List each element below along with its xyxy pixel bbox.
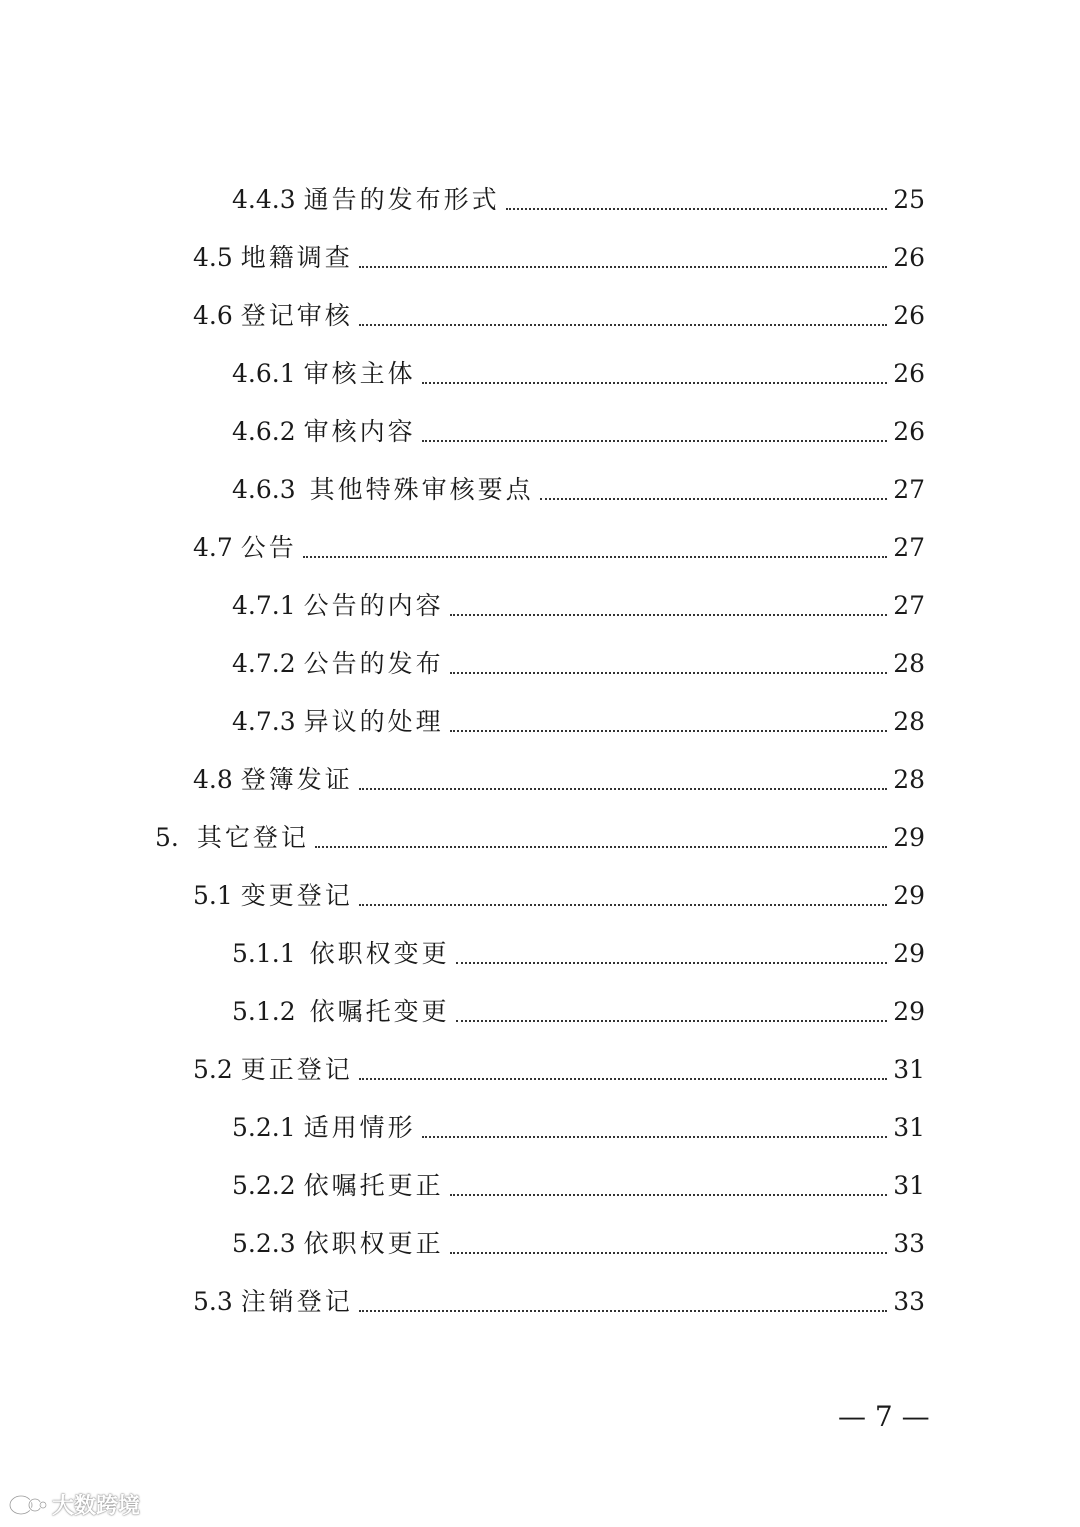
- toc-entry-page: 26: [893, 417, 925, 446]
- toc-entry-title: 审核内容: [303, 417, 416, 446]
- toc-entry[interactable]: [232, 1162, 925, 1202]
- toc-entry-title: 地籍调查: [240, 243, 353, 272]
- toc-entry-title: 依嘱托更正: [303, 1171, 444, 1200]
- toc-entry[interactable]: [193, 234, 925, 274]
- toc-entry-title: 登簿发证: [240, 765, 353, 794]
- page-number: — 7 —: [838, 1400, 930, 1433]
- toc-entry-number: 4.7.2: [232, 649, 296, 678]
- dot-leader: [359, 788, 887, 790]
- toc-entry-page: 28: [893, 707, 925, 736]
- toc-entry[interactable]: [232, 466, 925, 506]
- toc-entry-page: 29: [893, 997, 925, 1026]
- toc-entry-page: 27: [893, 591, 925, 620]
- toc-entry-number: 4.7.1: [232, 591, 296, 620]
- toc-entry-page: 29: [893, 939, 925, 968]
- dot-leader: [303, 556, 887, 558]
- toc-entry[interactable]: [193, 872, 925, 912]
- toc-entry-number: 4.6.1: [232, 359, 296, 388]
- toc-entry-number: 4.8: [193, 765, 233, 794]
- dot-leader: [456, 962, 887, 964]
- toc-entry-number: 5.2.1: [232, 1113, 296, 1142]
- toc-entry-title: 注销登记: [240, 1287, 353, 1316]
- toc-entry-number: 4.7.3: [232, 707, 296, 736]
- toc-entry-title: 变更登记: [240, 881, 353, 910]
- toc-entry[interactable]: [232, 1220, 925, 1260]
- dot-leader: [450, 1252, 887, 1254]
- dot-leader: [359, 324, 887, 326]
- watermark: [8, 1489, 140, 1520]
- toc-entry-title: 公告的内容: [303, 591, 444, 620]
- toc-entry-number: 5.2.2: [232, 1171, 296, 1200]
- toc-entry-number: 4.6: [193, 301, 233, 330]
- dot-leader: [422, 1136, 887, 1138]
- toc-entry-title: 依嘱托变更: [309, 997, 450, 1026]
- toc-entry-page: 31: [893, 1055, 925, 1084]
- toc-entry-page: 29: [893, 881, 925, 910]
- dot-leader: [422, 440, 887, 442]
- toc-entry-page: 27: [893, 475, 925, 504]
- toc-entry-title: 其它登记: [196, 823, 309, 852]
- toc-entry-page: 31: [893, 1171, 925, 1200]
- toc-entry[interactable]: [232, 988, 925, 1028]
- toc-entry-title: 登记审核: [240, 301, 353, 330]
- toc-entry[interactable]: [232, 640, 925, 680]
- toc-entry[interactable]: [193, 292, 925, 332]
- toc-entry[interactable]: [232, 408, 925, 448]
- toc-entry-number: 5.1: [193, 881, 233, 910]
- dot-leader: [315, 846, 887, 848]
- dot-leader: [456, 1020, 887, 1022]
- toc-entry-number: 4.5: [193, 243, 233, 272]
- toc-entry-title: 公告: [240, 533, 297, 562]
- toc-entry-title: 其他特殊审核要点: [309, 475, 534, 504]
- toc-entry-number: 4.6.2: [232, 417, 296, 446]
- toc-entry-page: 33: [893, 1287, 925, 1316]
- toc-entry-number: 4.6.3: [232, 475, 296, 504]
- toc-entry[interactable]: [232, 582, 925, 622]
- toc-entry-number: 5.1.1: [232, 939, 296, 968]
- toc-entry-number: 5.2.3: [232, 1229, 296, 1258]
- toc-entry-number: 4.7: [193, 533, 233, 562]
- toc-entry[interactable]: [193, 1278, 925, 1318]
- toc-entry-page: 31: [893, 1113, 925, 1142]
- toc-entry[interactable]: [193, 756, 925, 796]
- dot-leader: [422, 382, 887, 384]
- dot-leader: [450, 730, 887, 732]
- toc-entry-page: 27: [893, 533, 925, 562]
- toc-entry-title: 审核主体: [303, 359, 416, 388]
- dot-leader: [506, 208, 887, 210]
- eye-logo-icon: [8, 1492, 48, 1518]
- dot-leader: [540, 498, 887, 500]
- toc-entry[interactable]: [232, 930, 925, 970]
- toc-entry-title: 适用情形: [303, 1113, 416, 1142]
- toc-entry[interactable]: [232, 1104, 925, 1144]
- dot-leader: [359, 266, 887, 268]
- toc-entry-title: 依职权变更: [309, 939, 450, 968]
- toc-entry-page: 26: [893, 359, 925, 388]
- dot-leader: [450, 672, 887, 674]
- toc-entry[interactable]: [193, 524, 925, 564]
- toc-entry-page: 25: [893, 185, 925, 214]
- toc-entry-number: 5.1.2: [232, 997, 296, 1026]
- toc-entry-page: 33: [893, 1229, 925, 1258]
- watermark-text: 大数跨境: [52, 1494, 141, 1519]
- toc-entry-title: 更正登记: [240, 1055, 353, 1084]
- dot-leader: [450, 1194, 887, 1196]
- toc-entry-page: 28: [893, 765, 925, 794]
- toc-entry-title: 通告的发布形式: [303, 185, 500, 214]
- toc-entry-number: 5.2: [193, 1055, 233, 1084]
- toc-entry-title: 公告的发布: [303, 649, 444, 678]
- toc-entry[interactable]: [193, 1046, 925, 1086]
- toc-entry-title: 异议的处理: [303, 707, 444, 736]
- dot-leader: [359, 904, 887, 906]
- dot-leader: [359, 1078, 887, 1080]
- toc-entry[interactable]: [232, 350, 925, 390]
- dot-leader: [450, 614, 887, 616]
- toc-entry-title: 依职权更正: [303, 1229, 444, 1258]
- toc-entry[interactable]: [232, 176, 925, 216]
- toc-entry-number: 5.: [155, 823, 179, 852]
- toc-entry-page: 28: [893, 649, 925, 678]
- toc-entry-page: 29: [893, 823, 925, 852]
- toc-entry-page: 26: [893, 243, 925, 272]
- dot-leader: [359, 1310, 887, 1312]
- toc-entry[interactable]: [155, 814, 925, 854]
- toc-entry-number: 4.4.3: [232, 185, 296, 214]
- toc-entry[interactable]: [232, 698, 925, 738]
- toc-entry-page: 26: [893, 301, 925, 330]
- toc-entry-number: 5.3: [193, 1287, 233, 1316]
